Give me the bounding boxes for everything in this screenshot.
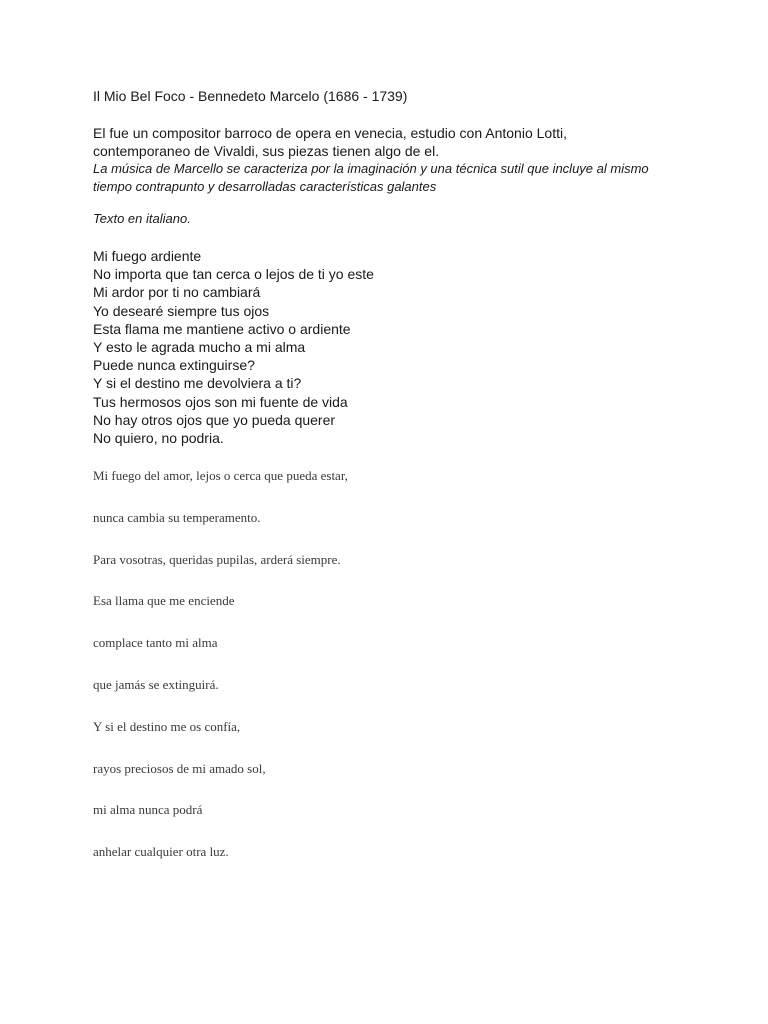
serif-line: anhelar cualquier otra luz. bbox=[93, 844, 229, 860]
serif-line: Y si el destino me os confía, bbox=[93, 718, 241, 734]
stanza-line: No importa que tan cerca o lejos de ti yo este bbox=[93, 266, 374, 283]
intro-line: El fue un compositor barroco de opera en venecia, estudio con Antonio Lotti, bbox=[93, 125, 567, 141]
stanza-line: Yo desearé siempre tus ojos bbox=[93, 302, 270, 319]
stanza-line: Y si el destino me devolviera a ti? bbox=[93, 375, 302, 392]
stanza-line: Tus hermosos ojos son mi fuente de vida bbox=[93, 393, 348, 410]
serif-line: nunca cambia su temperamento. bbox=[93, 509, 261, 525]
language-note: Texto en italiano. bbox=[93, 211, 191, 226]
stanza-line: Puede nunca extinguirse? bbox=[93, 357, 255, 374]
stanza-line: Esta flama me mantiene activo o ardiente bbox=[93, 320, 351, 337]
translation-stanza bbox=[93, 247, 374, 447]
serif-line: complace tanto mi alma bbox=[93, 635, 218, 651]
stanza-line: Mi ardor por ti no cambiará bbox=[93, 284, 261, 301]
serif-line: rayos preciosos de mi amado sol, bbox=[93, 760, 266, 776]
stanza-line: Y esto le agrada mucho a mi alma bbox=[93, 339, 306, 356]
serif-line: Para vosotras, queridas pupilas, arderá siempre. bbox=[93, 551, 341, 567]
intro-line: contemporaneo de Vivaldi, sus piezas tienen algo de el. bbox=[93, 143, 440, 159]
intro-italic-line: La música de Marcello se caracteriza por la imaginación y una técnica sutil que incluye al mismo bbox=[93, 161, 649, 176]
serif-line: que jamás se extinguirá. bbox=[93, 676, 219, 692]
serif-line: Esa llama que me enciende bbox=[93, 593, 235, 609]
serif-translation bbox=[93, 467, 348, 885]
stanza-line: No quiero, no podria. bbox=[93, 430, 224, 447]
stanza-line: Mi fuego ardiente bbox=[93, 248, 202, 264]
serif-line: mi alma nunca podrá bbox=[93, 802, 203, 818]
serif-line: Mi fuego del amor, lejos o cerca que pueda estar, bbox=[93, 468, 348, 483]
stanza-line: No hay otros ojos que yo pueda querer bbox=[93, 411, 336, 428]
intro-italic-line: tiempo contrapunto y desarrolladas características galantes bbox=[93, 179, 437, 194]
intro-paragraph bbox=[93, 124, 649, 196]
document-title: Il Mio Bel Foco - Bennedeto Marcelo (1686 - 1739) bbox=[93, 88, 408, 104]
